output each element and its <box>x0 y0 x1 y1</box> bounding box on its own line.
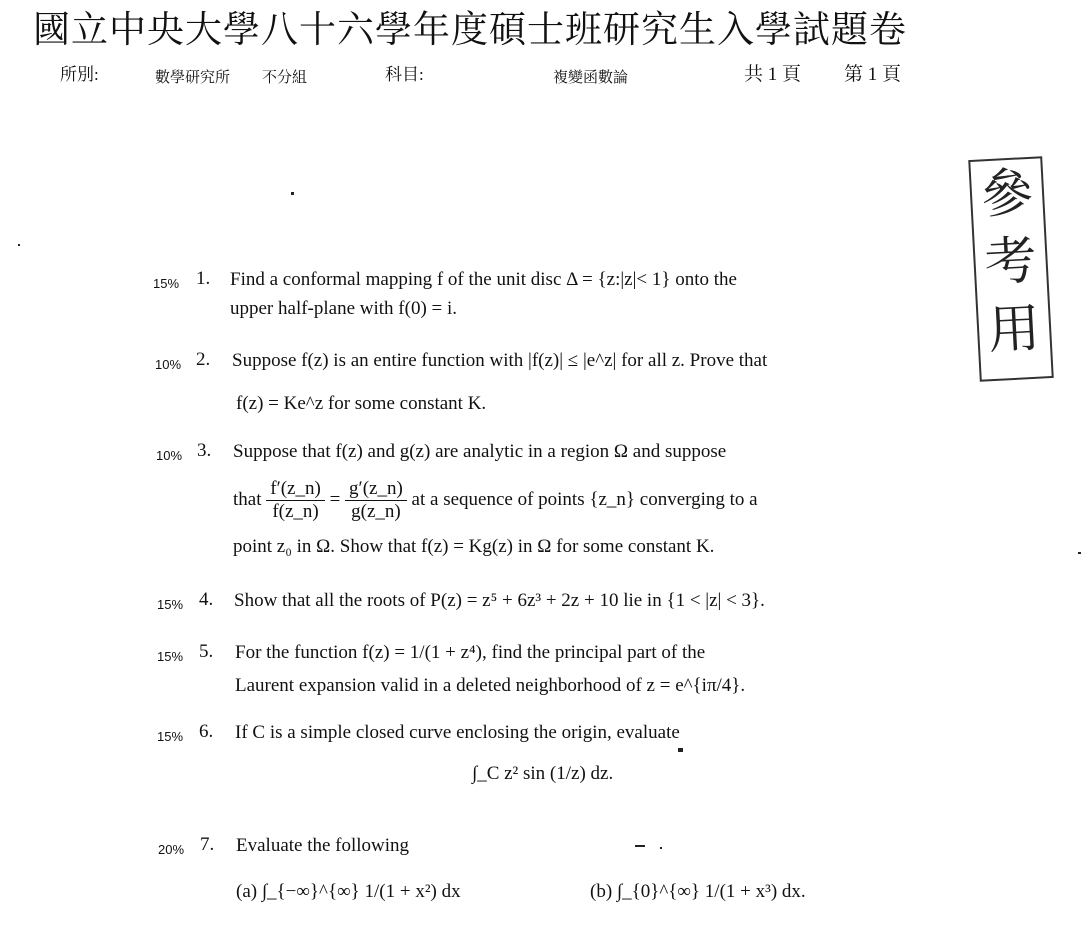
stamp-char: 考 <box>983 230 1039 294</box>
question-weight: 15% <box>153 276 180 291</box>
subject-label: 科目: <box>385 65 424 84</box>
question-weight: 10% <box>156 448 183 463</box>
question-number: 5. <box>199 641 214 662</box>
question-5-line-1: For the function f(z) = 1/(1 + z⁴), find the principal part of the <box>235 642 706 663</box>
integral-part-a: (a) ∫_{−∞}^{∞} 1/(1 + x²) dx <box>236 881 461 902</box>
fraction-g: $\frac{g'(z\_n)}{g(z\_n)}$ <box>345 478 407 523</box>
subject-name: 複變函數論 <box>553 68 629 86</box>
stamp-char: 參 <box>979 162 1035 226</box>
question-number: 1. <box>196 268 211 289</box>
question-6-line-1: If C is a simple closed curve enclosing the origin, evaluate <box>235 722 680 743</box>
text: that <box>233 489 262 510</box>
question-number: 6. <box>199 721 214 742</box>
question-weight: 15% <box>157 597 184 612</box>
stamp-char: 用 <box>986 298 1042 362</box>
question-4-line-1: Show that all the roots of P(z) = z⁵ + 6z³ + 2z + 10 lie in {1 < |z| < 3}. <box>234 590 765 611</box>
question-3-line-1: Suppose that f(z) and g(z) are analytic in a region Ω and suppose <box>233 441 727 462</box>
question-2-line-2: f(z) = Ke^z for some constant K. <box>236 393 487 414</box>
fraction-f: $\frac{f'(z\_n)}{f(z\_n)}$ <box>266 478 325 523</box>
question-2-line-1: Suppose f(z) is an entire function with |f(z)| ≤ |e^z| for all z. Prove that <box>232 350 768 371</box>
question-3-line-2: that $\frac{f'(z\_n)}{f(z\_n)}$ = $\frac{g'(z\_n)}{g(z\_n)}$ at a sequence of points {z_n} converging to a <box>233 478 758 523</box>
department-label: 所別: <box>60 65 99 84</box>
group-name: 不分組 <box>262 68 308 86</box>
question-5-line-2: Laurent expansion valid in a deleted neighborhood of z = e^{iπ/4}. <box>235 675 746 696</box>
question-number: 4. <box>199 589 214 610</box>
question-7-line-1: Evaluate the following <box>236 835 410 856</box>
exam-title: 國立中央大學八十六學年度碩士班研究生入學試題卷 <box>33 8 907 51</box>
contour-integral: ∫_C z² sin (1/z) dz. <box>472 763 614 784</box>
page-current: 第 1 頁 <box>844 64 902 85</box>
question-number: 3. <box>197 440 212 461</box>
question-weight: 15% <box>157 729 184 744</box>
question-weight: 15% <box>157 649 184 664</box>
page-total: 共 1 頁 <box>744 64 802 85</box>
reference-stamp <box>968 156 1054 382</box>
question-1-line-2: upper half-plane with f(0) = i. <box>230 298 458 319</box>
question-1-line-1: Find a conformal mapping f of the unit disc Δ = {z:|z|< 1} onto the <box>230 269 737 290</box>
department-name: 數學研究所 <box>155 68 231 86</box>
question-number: 2. <box>196 349 211 370</box>
question-weight: 10% <box>155 357 182 372</box>
integral-part-b: (b) ∫_{0}^{∞} 1/(1 + x³) dx. <box>590 881 806 902</box>
question-3-line-3: point z₀ in Ω. Show that f(z) = Kg(z) in Ω for some constant K. <box>233 536 715 557</box>
question-number: 7. <box>200 834 215 855</box>
text: at a sequence of points {z_n} converging to a <box>411 489 758 510</box>
question-weight: 20% <box>158 842 185 857</box>
